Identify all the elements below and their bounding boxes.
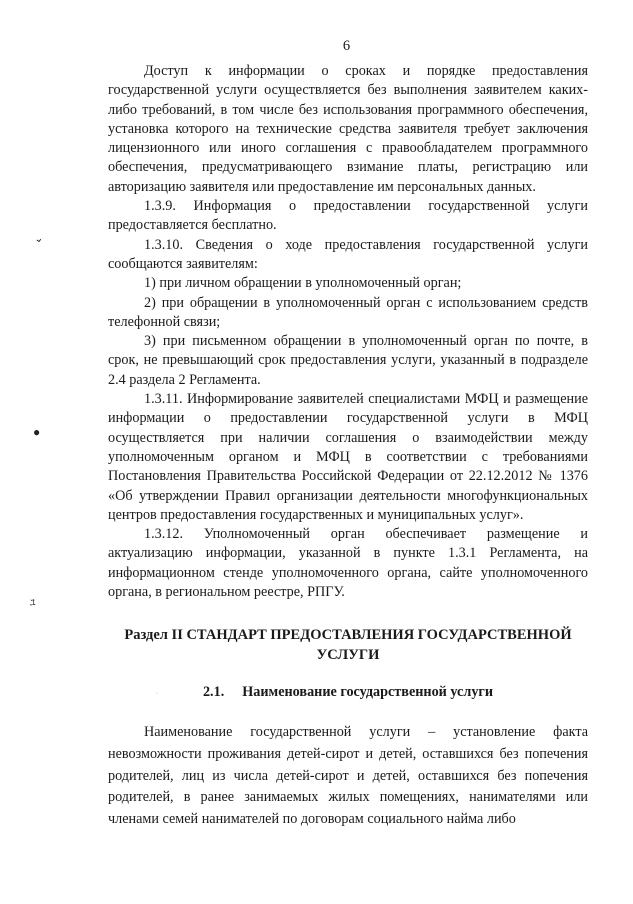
paragraph-1-3-11: 1.3.11. Информирование заявителей специалистами МФЦ и размещение информации о предоставлении государственной услуги в МФЦ осуществляется при наличии соглашения о взаимодействии между уполномоченным органом и МФЦ в соответствии с требованиями Постановления Правительства Российской Федерации от 22.12.2012 № 1376 «Об утверждении Правил организации деятельности многофункциональных центров предоставления государственных и муниципальных услуг». — [108, 391, 588, 523]
scan-artifact-mark: ⌄ — [33, 232, 45, 246]
scan-artifact-mark: ● — [33, 425, 41, 439]
page-number: 6 — [342, 38, 351, 54]
scan-artifact-mark: ﾕ — [30, 597, 36, 609]
paragraph-access-info: Доступ к информации о сроках и порядке предоставления государственной услуги осуществляется без выполнения заявителем каких-либо требований, в том числе без использования программного обеспечения, установка которого на технические средства заявителя требует заключения лицензионного или иного соглашения с правообладателем программного обеспечения, предусматривающего взимание платы, регистрацию или авторизацию заявителя или предоставление им персональных данных. — [108, 63, 588, 195]
scan-artifact-mark: · — [156, 691, 158, 697]
list-item-2: 2) при обращении в уполномоченный орган с использованием средств телефонной связи; — [108, 294, 588, 330]
subsection-number: 2.1. — [202, 684, 225, 700]
subsection-title: Наименование государственной услуги — [242, 684, 494, 700]
subsection-heading — [108, 683, 588, 702]
list-item-3: 3) при письменном обращении в уполномоченный орган по почте, в срок, не превышающий срок предоставления услуги, указанный в подразделе 2.4 раздела 2 Регламента. — [108, 333, 588, 388]
body-text-block — [108, 62, 588, 602]
paragraph-1-3-12: 1.3.12. Уполномоченный орган обеспечивает размещение и актуализацию информации, указанной в пункте 1.3.1 Регламента, на информационном стенде уполномоченного органа, сайте уполномоченного органа, в региональном реестре, РПГУ. — [108, 526, 588, 601]
body-text-block-2 — [108, 722, 588, 831]
list-item-1: 1) при личном обращении в уполномоченный орган; — [144, 275, 462, 292]
paragraph-1-3-9: 1.3.9. Информация о предоставлении государственной услуги предоставляется бесплатно. — [108, 198, 588, 234]
section-heading: Раздел II СТАНДАРТ ПРЕДОСТАВЛЕНИЯ ГОСУДАРСТВЕННОЙ УСЛУГИ — [124, 627, 572, 663]
paragraph-service-name: Наименование государственной услуги – установление факта невозможности проживания детей-сирот и детей, оставшихся без попечения родителей, лиц из числа детей-сирот и детей, оставшихся без попечения родителей, в ранее занимаемых жилых помещениях, нанимателями или членами семей нанимателей по договорам социального найма либо — [108, 724, 588, 828]
paragraph-1-3-10: 1.3.10. Сведения о ходе предоставления государственной услуги сообщаются заявителям: — [108, 236, 588, 272]
